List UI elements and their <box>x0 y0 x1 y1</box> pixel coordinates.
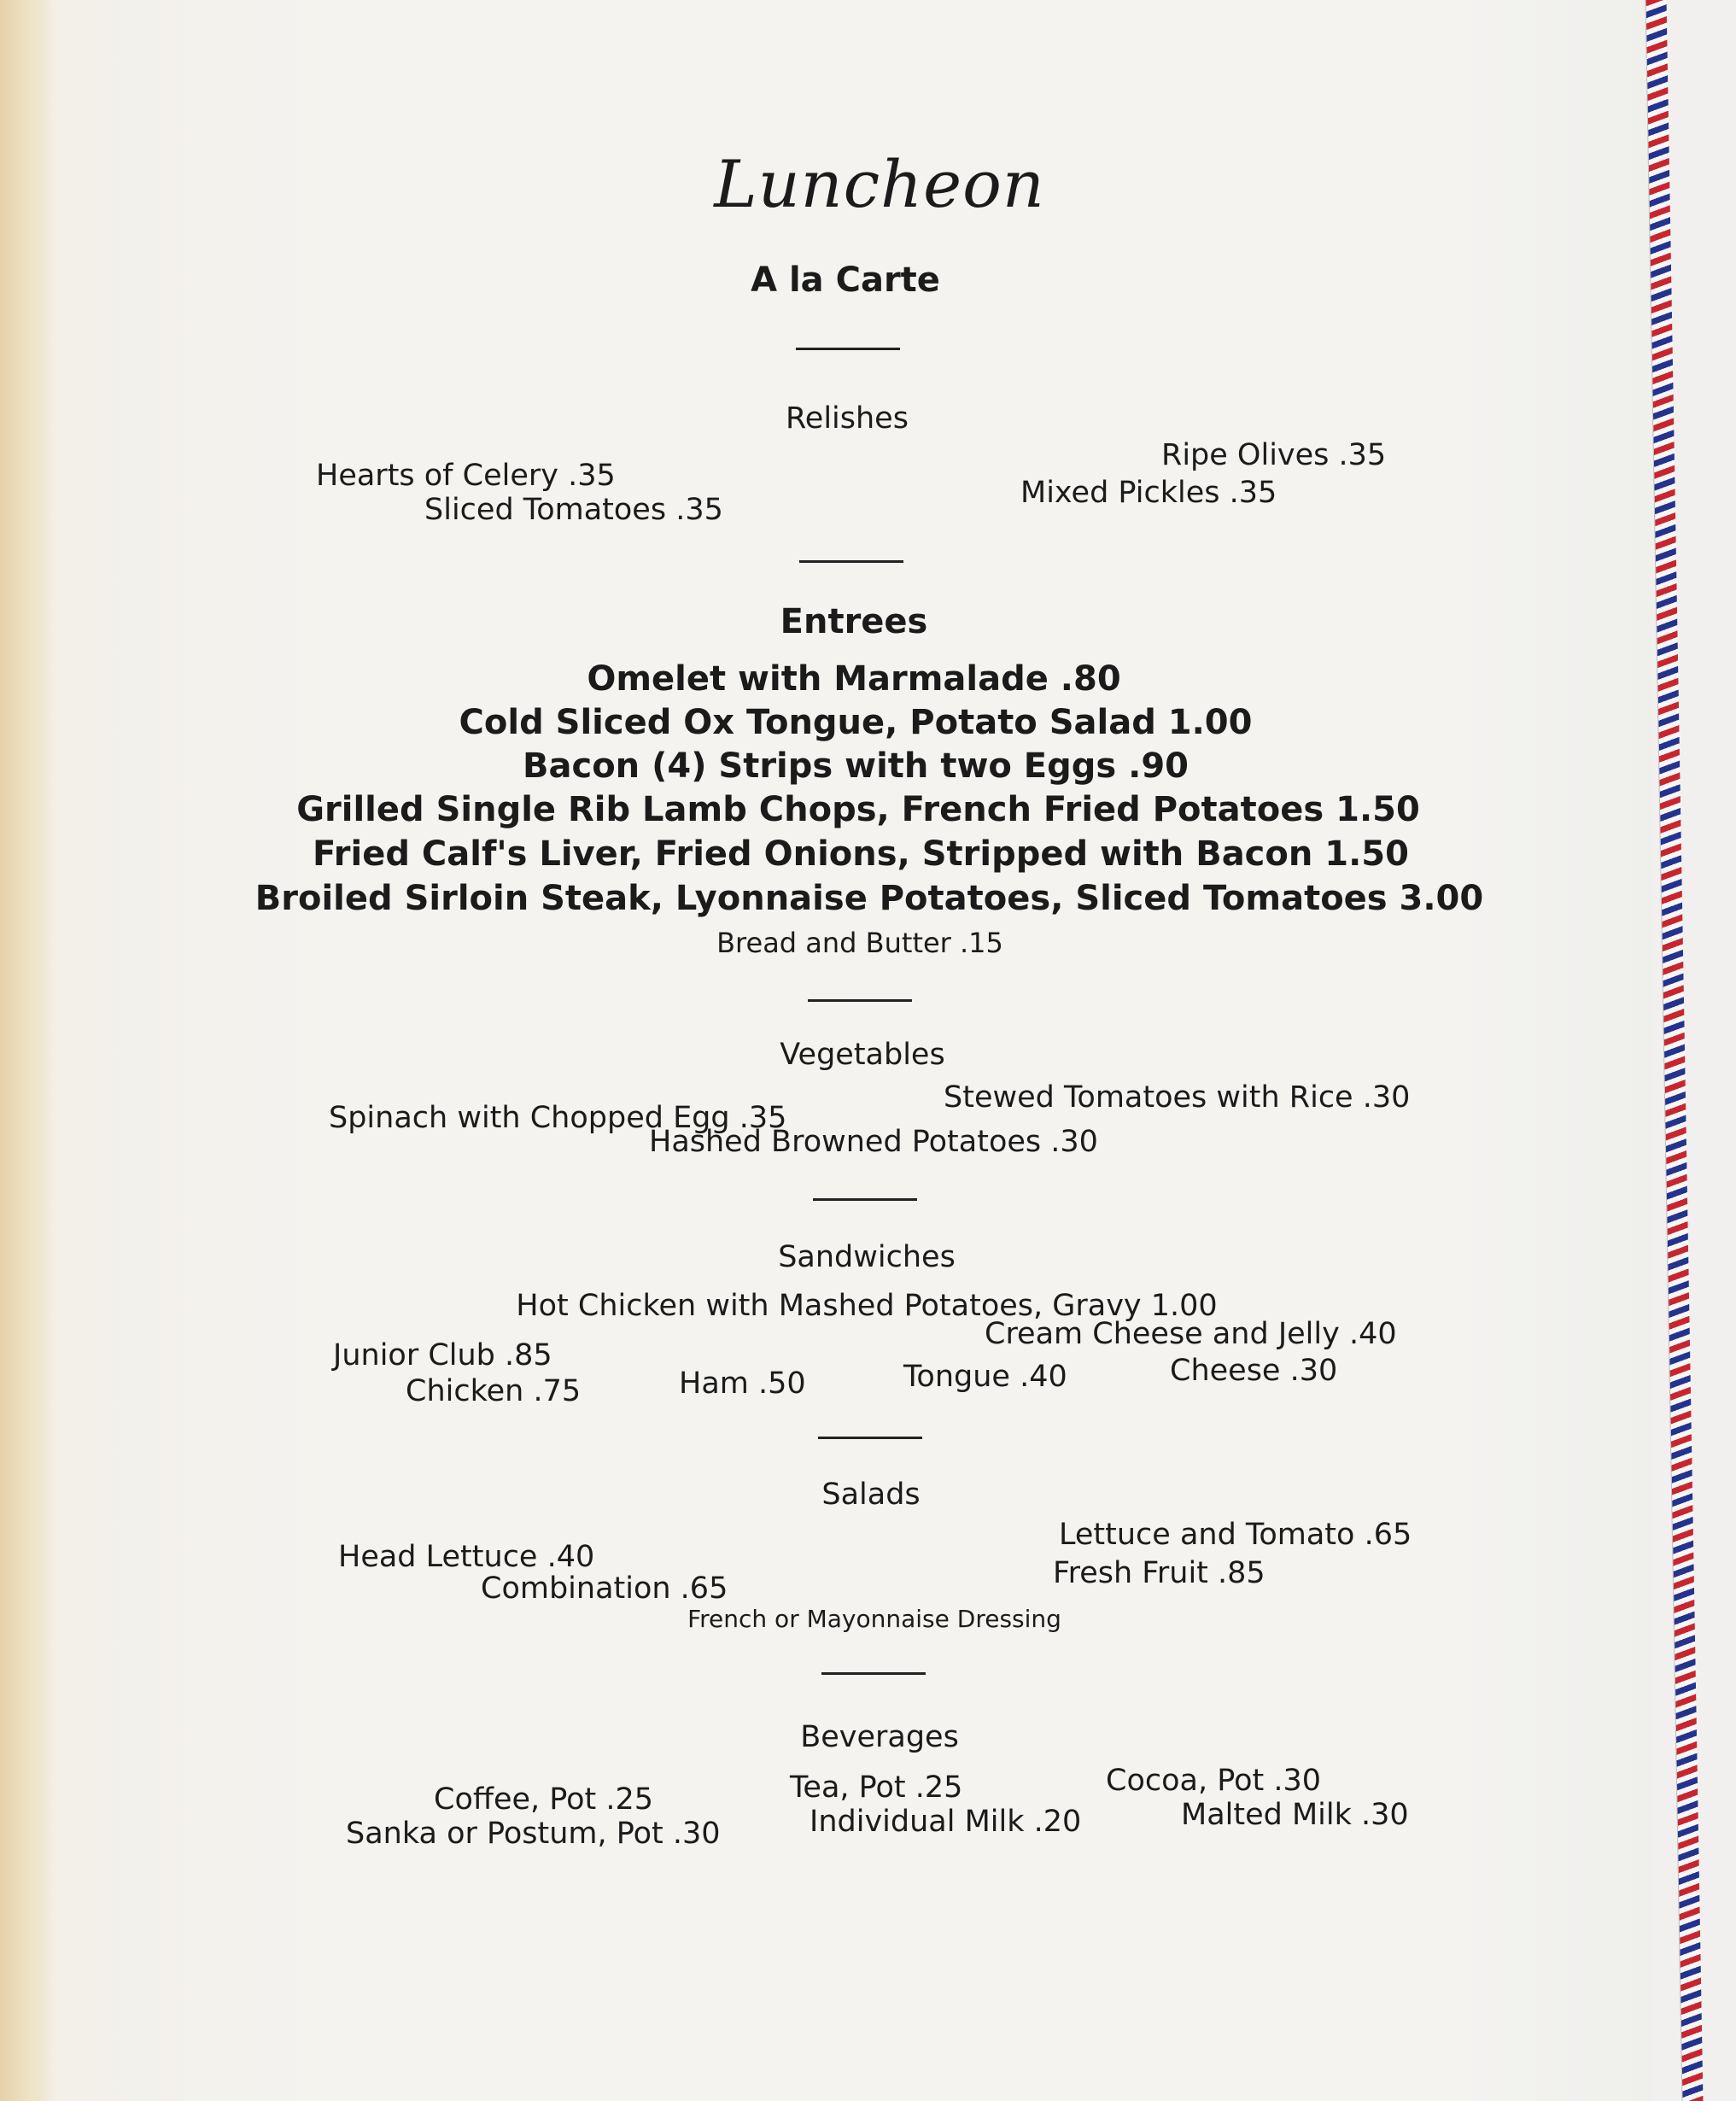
sandwiches-heading: Sandwiches <box>778 1240 956 1274</box>
divider <box>808 999 912 1002</box>
relishes-heading: Relishes <box>786 401 909 436</box>
divider <box>821 1672 926 1675</box>
menu-item: Individual Milk .20 <box>810 1805 1082 1839</box>
menu-item: Hashed Browned Potatoes .30 <box>649 1125 1098 1159</box>
menu-item: Hearts of Celery .35 <box>316 459 616 493</box>
menu-subtitle: A la Carte <box>751 260 940 300</box>
menu-item: Cream Cheese and Jelly .40 <box>985 1317 1397 1351</box>
menu-item: Malted Milk .30 <box>1181 1798 1409 1832</box>
menu-item: Bacon (4) Strips with two Eggs .90 <box>523 746 1189 786</box>
menu-item: Broiled Sirloin Steak, Lyonnaise Potatoes, Sliced Tomatoes 3.00 <box>254 879 1484 918</box>
menu-item: Fresh Fruit .85 <box>1053 1556 1265 1590</box>
divider <box>813 1198 917 1201</box>
menu-item: Chicken .75 <box>406 1374 582 1408</box>
menu-item: Head Lettuce .40 <box>338 1540 595 1574</box>
menu-item: Fried Calf's Liver, Fried Onions, Stripped with Bacon 1.50 <box>313 834 1409 874</box>
menu-item: Sliced Tomatoes .35 <box>424 493 723 527</box>
divider <box>799 560 903 563</box>
menu-item: Sanka or Postum, Pot .30 <box>346 1817 721 1851</box>
menu-note: Bread and Butter .15 <box>716 927 1003 959</box>
menu-item: Grilled Single Rib Lamb Chops, French Fried Potatoes 1.50 <box>296 790 1420 829</box>
menu-item: Cocoa, Pot .30 <box>1106 1764 1321 1798</box>
menu-item: Ham .50 <box>679 1367 806 1401</box>
menu-item: Coffee, Pot .25 <box>434 1782 654 1817</box>
menu-item: Stewed Tomatoes with Rice .30 <box>944 1080 1411 1115</box>
menu-item: Ripe Olives .35 <box>1161 438 1387 472</box>
menu-item: Junior Club .85 <box>333 1338 552 1372</box>
menu-item: Cheese .30 <box>1170 1354 1338 1388</box>
menu-item: Hot Chicken with Mashed Potatoes, Gravy 1.00 <box>516 1289 1218 1323</box>
entrees-heading: Entrees <box>780 602 928 641</box>
menu-item: Cold Sliced Ox Tongue, Potato Salad 1.00 <box>459 703 1253 742</box>
menu-item: Combination .65 <box>481 1571 728 1606</box>
menu-item: Tongue .40 <box>903 1360 1067 1394</box>
salads-heading: Salads <box>821 1478 921 1512</box>
menu-item: Mixed Pickles .35 <box>1020 476 1277 510</box>
vegetables-heading: Vegetables <box>780 1038 945 1072</box>
menu-item: Omelet with Marmalade .80 <box>587 659 1121 699</box>
beverages-heading: Beverages <box>800 1720 959 1754</box>
menu-item: Lettuce and Tomato .65 <box>1059 1518 1412 1552</box>
menu-item: Tea, Pot .25 <box>790 1770 963 1805</box>
divider <box>818 1437 922 1439</box>
divider <box>796 348 900 350</box>
menu-title: Luncheon <box>714 146 1045 222</box>
menu-item: Spinach with Chopped Egg .35 <box>329 1101 787 1135</box>
page-edge <box>0 0 53 2101</box>
menu-note: French or Mayonnaise Dressing <box>687 1605 1061 1633</box>
